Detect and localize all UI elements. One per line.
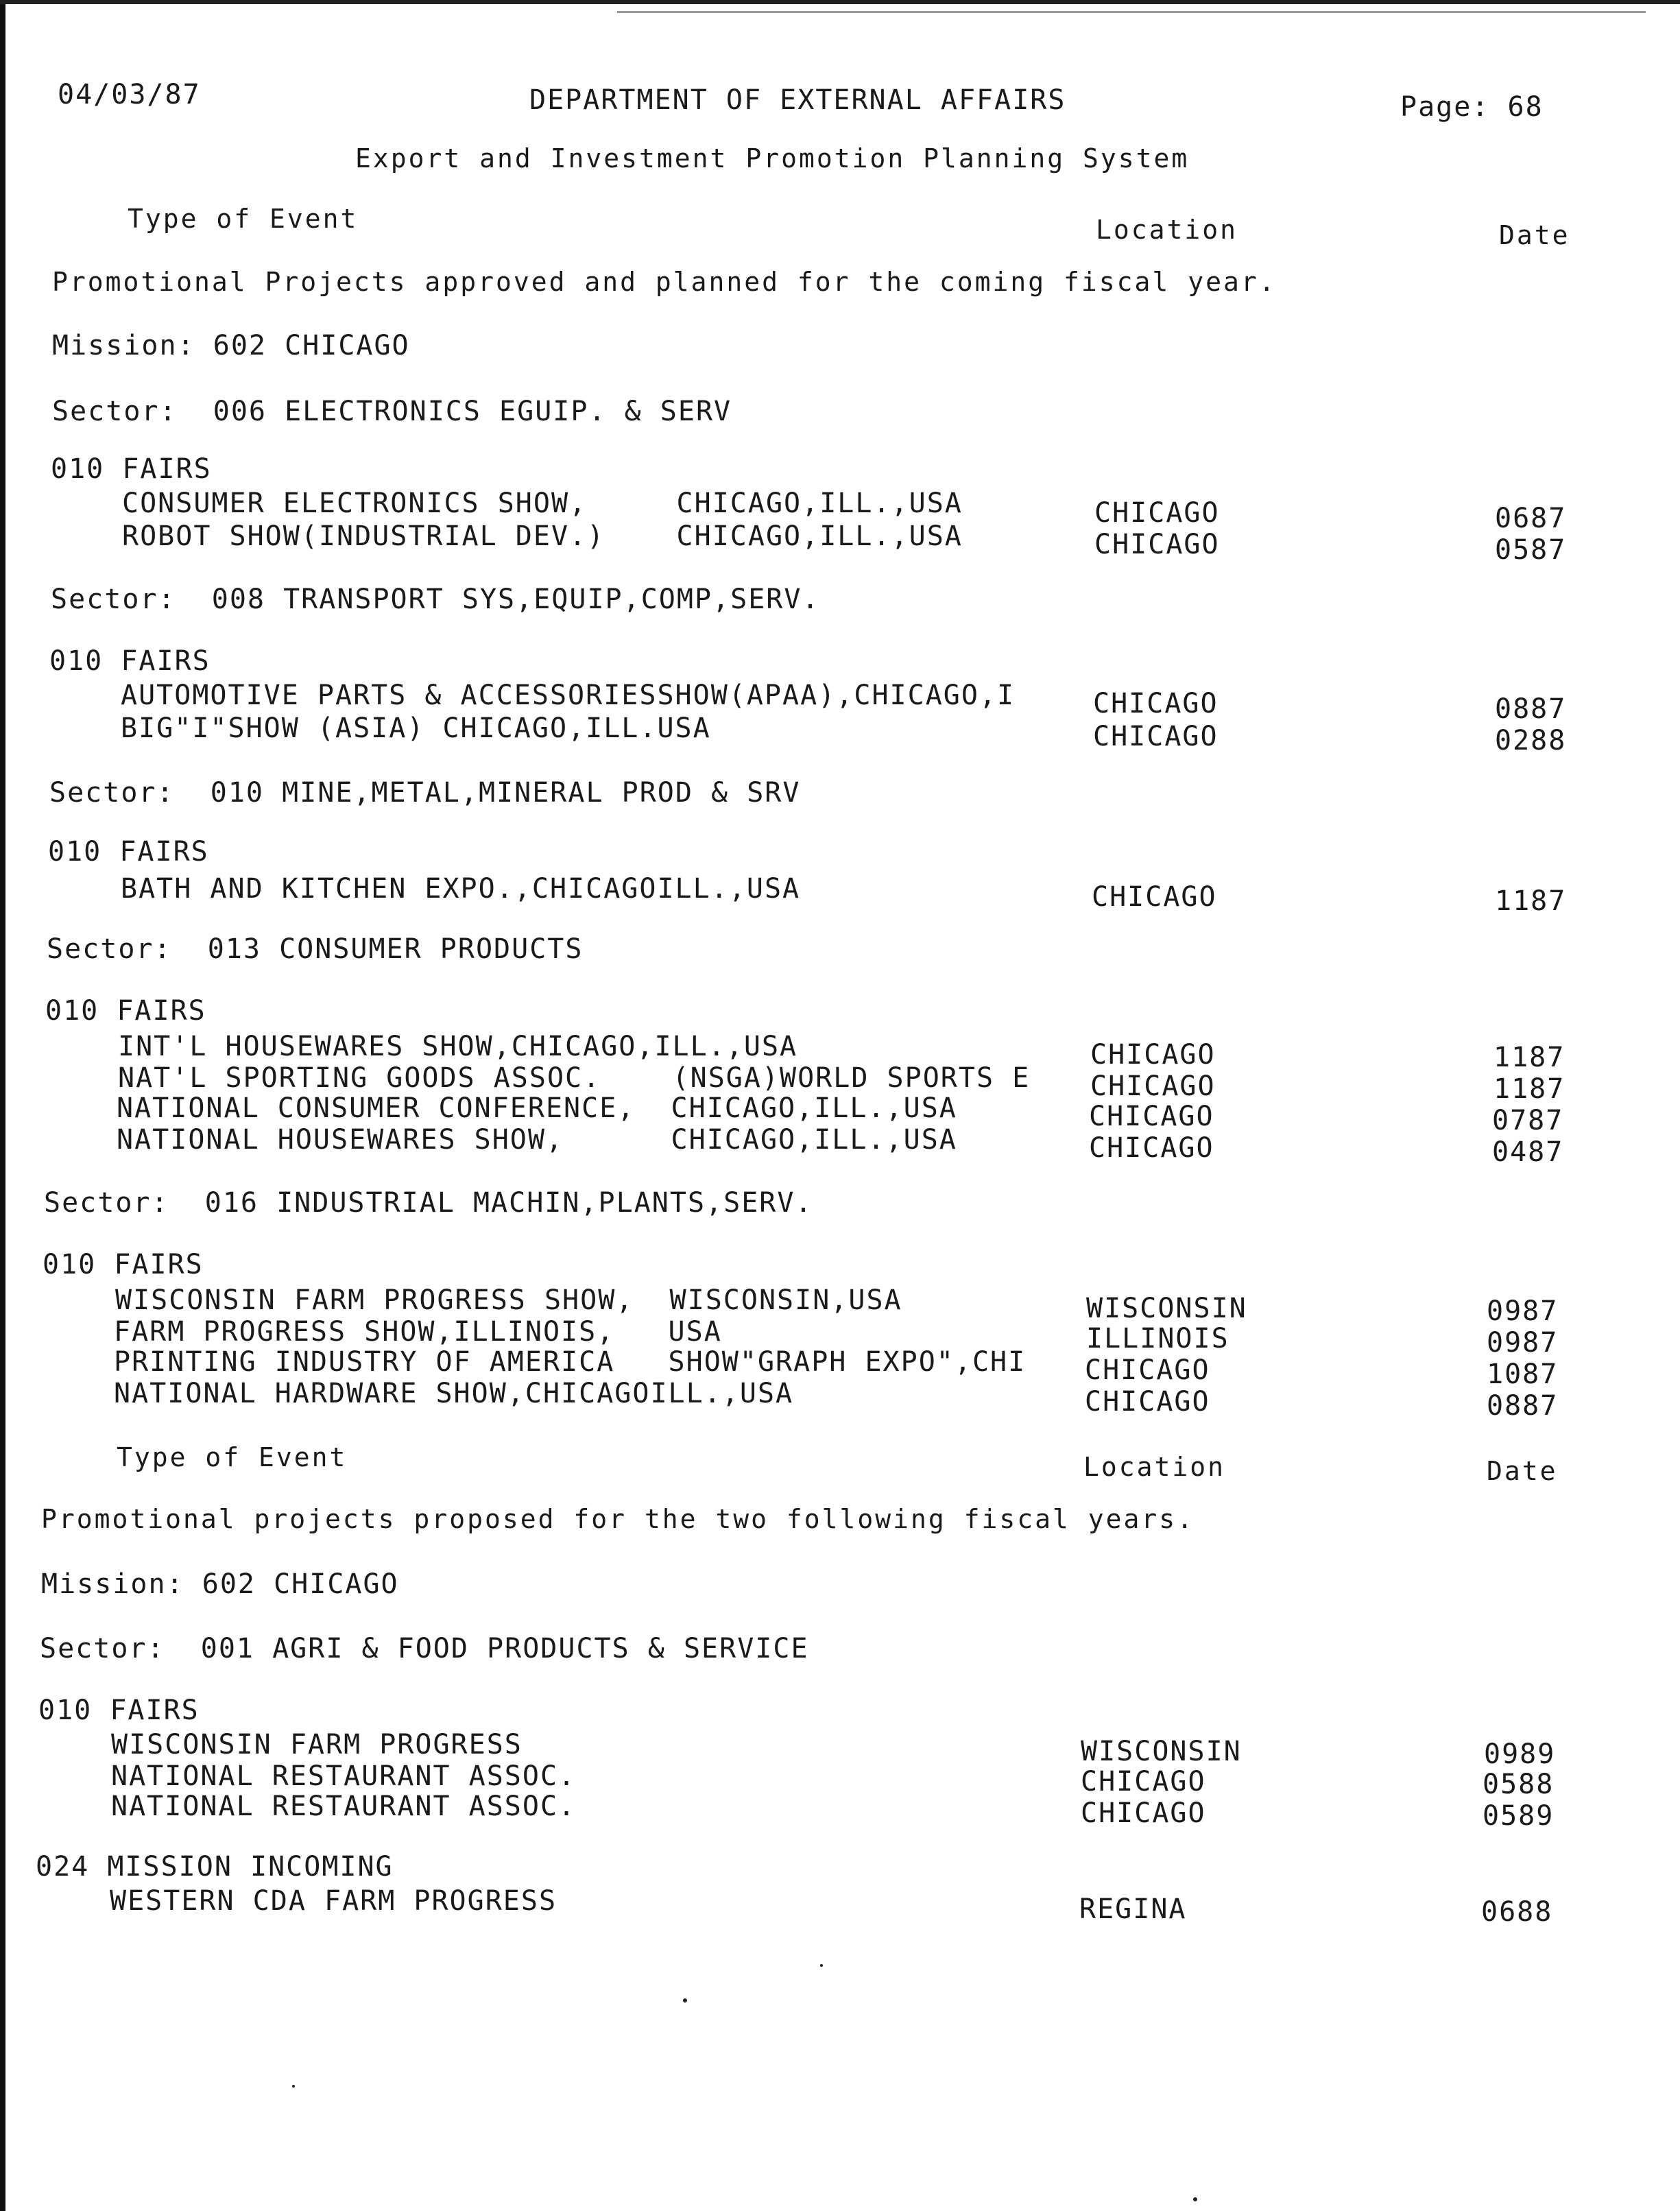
event-date: 0587 [1495,534,1567,566]
page-scan-edge [0,0,5,2211]
event-date: 0687 [1495,503,1567,534]
event-date: 0987 [1487,1295,1559,1327]
sector-label: Sector: 016 INDUSTRIAL MACHIN,PLANTS,SERV. [44,1187,813,1219]
event-location: CHICAGO [1094,497,1220,529]
department-title: DEPARTMENT OF EXTERNAL AFFAIRS [529,84,1066,116]
event-date: 0987 [1487,1327,1559,1359]
column-header-type-of-event: Type of Event [117,1442,348,1472]
event-location: CHICAGO [1093,688,1219,719]
event-date: 1187 [1493,1073,1565,1105]
event-name: NAT'L SPORTING GOODS ASSOC. (NSGA)WORLD SPORTS E [118,1062,1031,1094]
event-location: CHICAGO [1089,1101,1214,1132]
event-name: WESTERN CDA FARM PROGRESS [110,1885,557,1917]
event-name: BATH AND KITCHEN EXPO.,CHICAGOILL.,USA [121,873,801,905]
event-name: WISCONSIN FARM PROGRESS SHOW, WISCONSIN,USA [115,1284,902,1316]
column-header-type-of-event: Type of Event [128,204,359,234]
section-intro: Promotional Projects approved and planned for the coming fiscal year. [52,267,1277,297]
event-date: 0589 [1483,1800,1555,1832]
sector-label: Sector: 010 MINE,METAL,MINERAL PROD & SRV [49,777,801,809]
event-category: 010 FAIRS [43,1249,204,1280]
event-name: NATIONAL HOUSEWARES SHOW, CHICAGO,ILL.,USA [117,1124,957,1156]
event-date: 0688 [1481,1896,1553,1928]
page-number: Page: 68 [1400,91,1544,123]
event-location: CHICAGO [1090,1039,1216,1071]
event-date: 0887 [1487,1390,1559,1422]
page-scan-edge [617,11,1646,13]
event-location: WISCONSIN [1081,1736,1242,1767]
event-date: 0487 [1492,1136,1564,1168]
sector-label: Sector: 001 AGRI & FOOD PRODUCTS & SERVICE [40,1633,809,1664]
scan-speck [820,1964,823,1967]
event-date: 0787 [1492,1105,1564,1136]
column-header-location: Location [1096,215,1238,245]
column-header-date: Date [1499,220,1570,250]
event-location: CHICAGO [1094,529,1220,560]
event-date: 0887 [1495,693,1567,725]
event-name: CONSUMER ELECTRONICS SHOW, CHICAGO,ILL.,USA [122,488,963,519]
system-title: Export and Investment Promotion Planning System [355,143,1190,174]
section-intro: Promotional projects proposed for the two following fiscal years. [41,1504,1195,1534]
scan-speck [683,1998,687,2003]
event-location: WISCONSIN [1086,1293,1247,1324]
event-location: CHICAGO [1081,1797,1206,1829]
event-location: ILLINOIS [1086,1323,1229,1354]
event-name: AUTOMOTIVE PARTS & ACCESSORIESSHOW(APAA),CHICAGO,I [121,680,1016,711]
event-name: PRINTING INDUSTRY OF AMERICA SHOW"GRAPH EXPO",CHI [114,1346,1027,1378]
event-category: 010 FAIRS [38,1695,200,1726]
event-name: WISCONSIN FARM PROGRESS [111,1729,523,1760]
event-category: 010 FAIRS [48,836,209,868]
event-location: REGINA [1079,1893,1187,1925]
event-category: 010 FAIRS [51,453,212,485]
event-category: 010 FAIRS [49,645,211,677]
mission-label: Mission: 602 CHICAGO [52,330,410,361]
event-location: CHICAGO [1090,1071,1216,1102]
page-scan-edge [0,0,1680,4]
event-location: CHICAGO [1093,721,1219,752]
event-name: NATIONAL RESTAURANT ASSOC. [111,1760,577,1792]
event-name: NATIONAL HARDWARE SHOW,CHICAGOILL.,USA [114,1378,794,1409]
sector-label: Sector: 006 ELECTRONICS EGUIP. & SERV [52,396,732,427]
event-location: CHICAGO [1085,1354,1210,1386]
event-date: 0288 [1495,725,1567,756]
event-location: CHICAGO [1092,881,1217,913]
scan-speck [1193,2197,1197,2201]
column-header-date: Date [1487,1456,1558,1486]
event-date: 1087 [1487,1359,1559,1390]
event-date: 0588 [1483,1769,1555,1800]
report-date: 04/03/87 [58,79,201,110]
event-name: BIG"I"SHOW (ASIA) CHICAGO,ILL.USA [121,713,711,744]
event-name: NATIONAL RESTAURANT ASSOC. [111,1791,577,1822]
event-location: CHICAGO [1085,1386,1210,1418]
event-location: CHICAGO [1089,1132,1214,1164]
scan-speck [292,2085,295,2088]
event-date: 1187 [1495,885,1567,917]
event-category: 024 MISSION INCOMING [36,1851,394,1883]
event-date: 1187 [1493,1042,1565,1073]
event-name: ROBOT SHOW(INDUSTRIAL DEV.) CHICAGO,ILL.,USA [122,521,963,552]
mission-label: Mission: 602 CHICAGO [41,1568,399,1600]
event-date: 0989 [1484,1738,1556,1770]
sector-label: Sector: 008 TRANSPORT SYS,EQUIP,COMP,SERV. [51,584,820,615]
event-name: NATIONAL CONSUMER CONFERENCE, CHICAGO,ILL.,USA [117,1092,957,1124]
sector-label: Sector: 013 CONSUMER PRODUCTS [47,933,584,965]
event-location: CHICAGO [1081,1766,1206,1797]
event-category: 010 FAIRS [45,995,206,1027]
column-header-location: Location [1083,1452,1226,1482]
event-name: FARM PROGRESS SHOW,ILLINOIS, USA [114,1316,722,1348]
event-name: INT'L HOUSEWARES SHOW,CHICAGO,ILL.,USA [118,1031,798,1062]
